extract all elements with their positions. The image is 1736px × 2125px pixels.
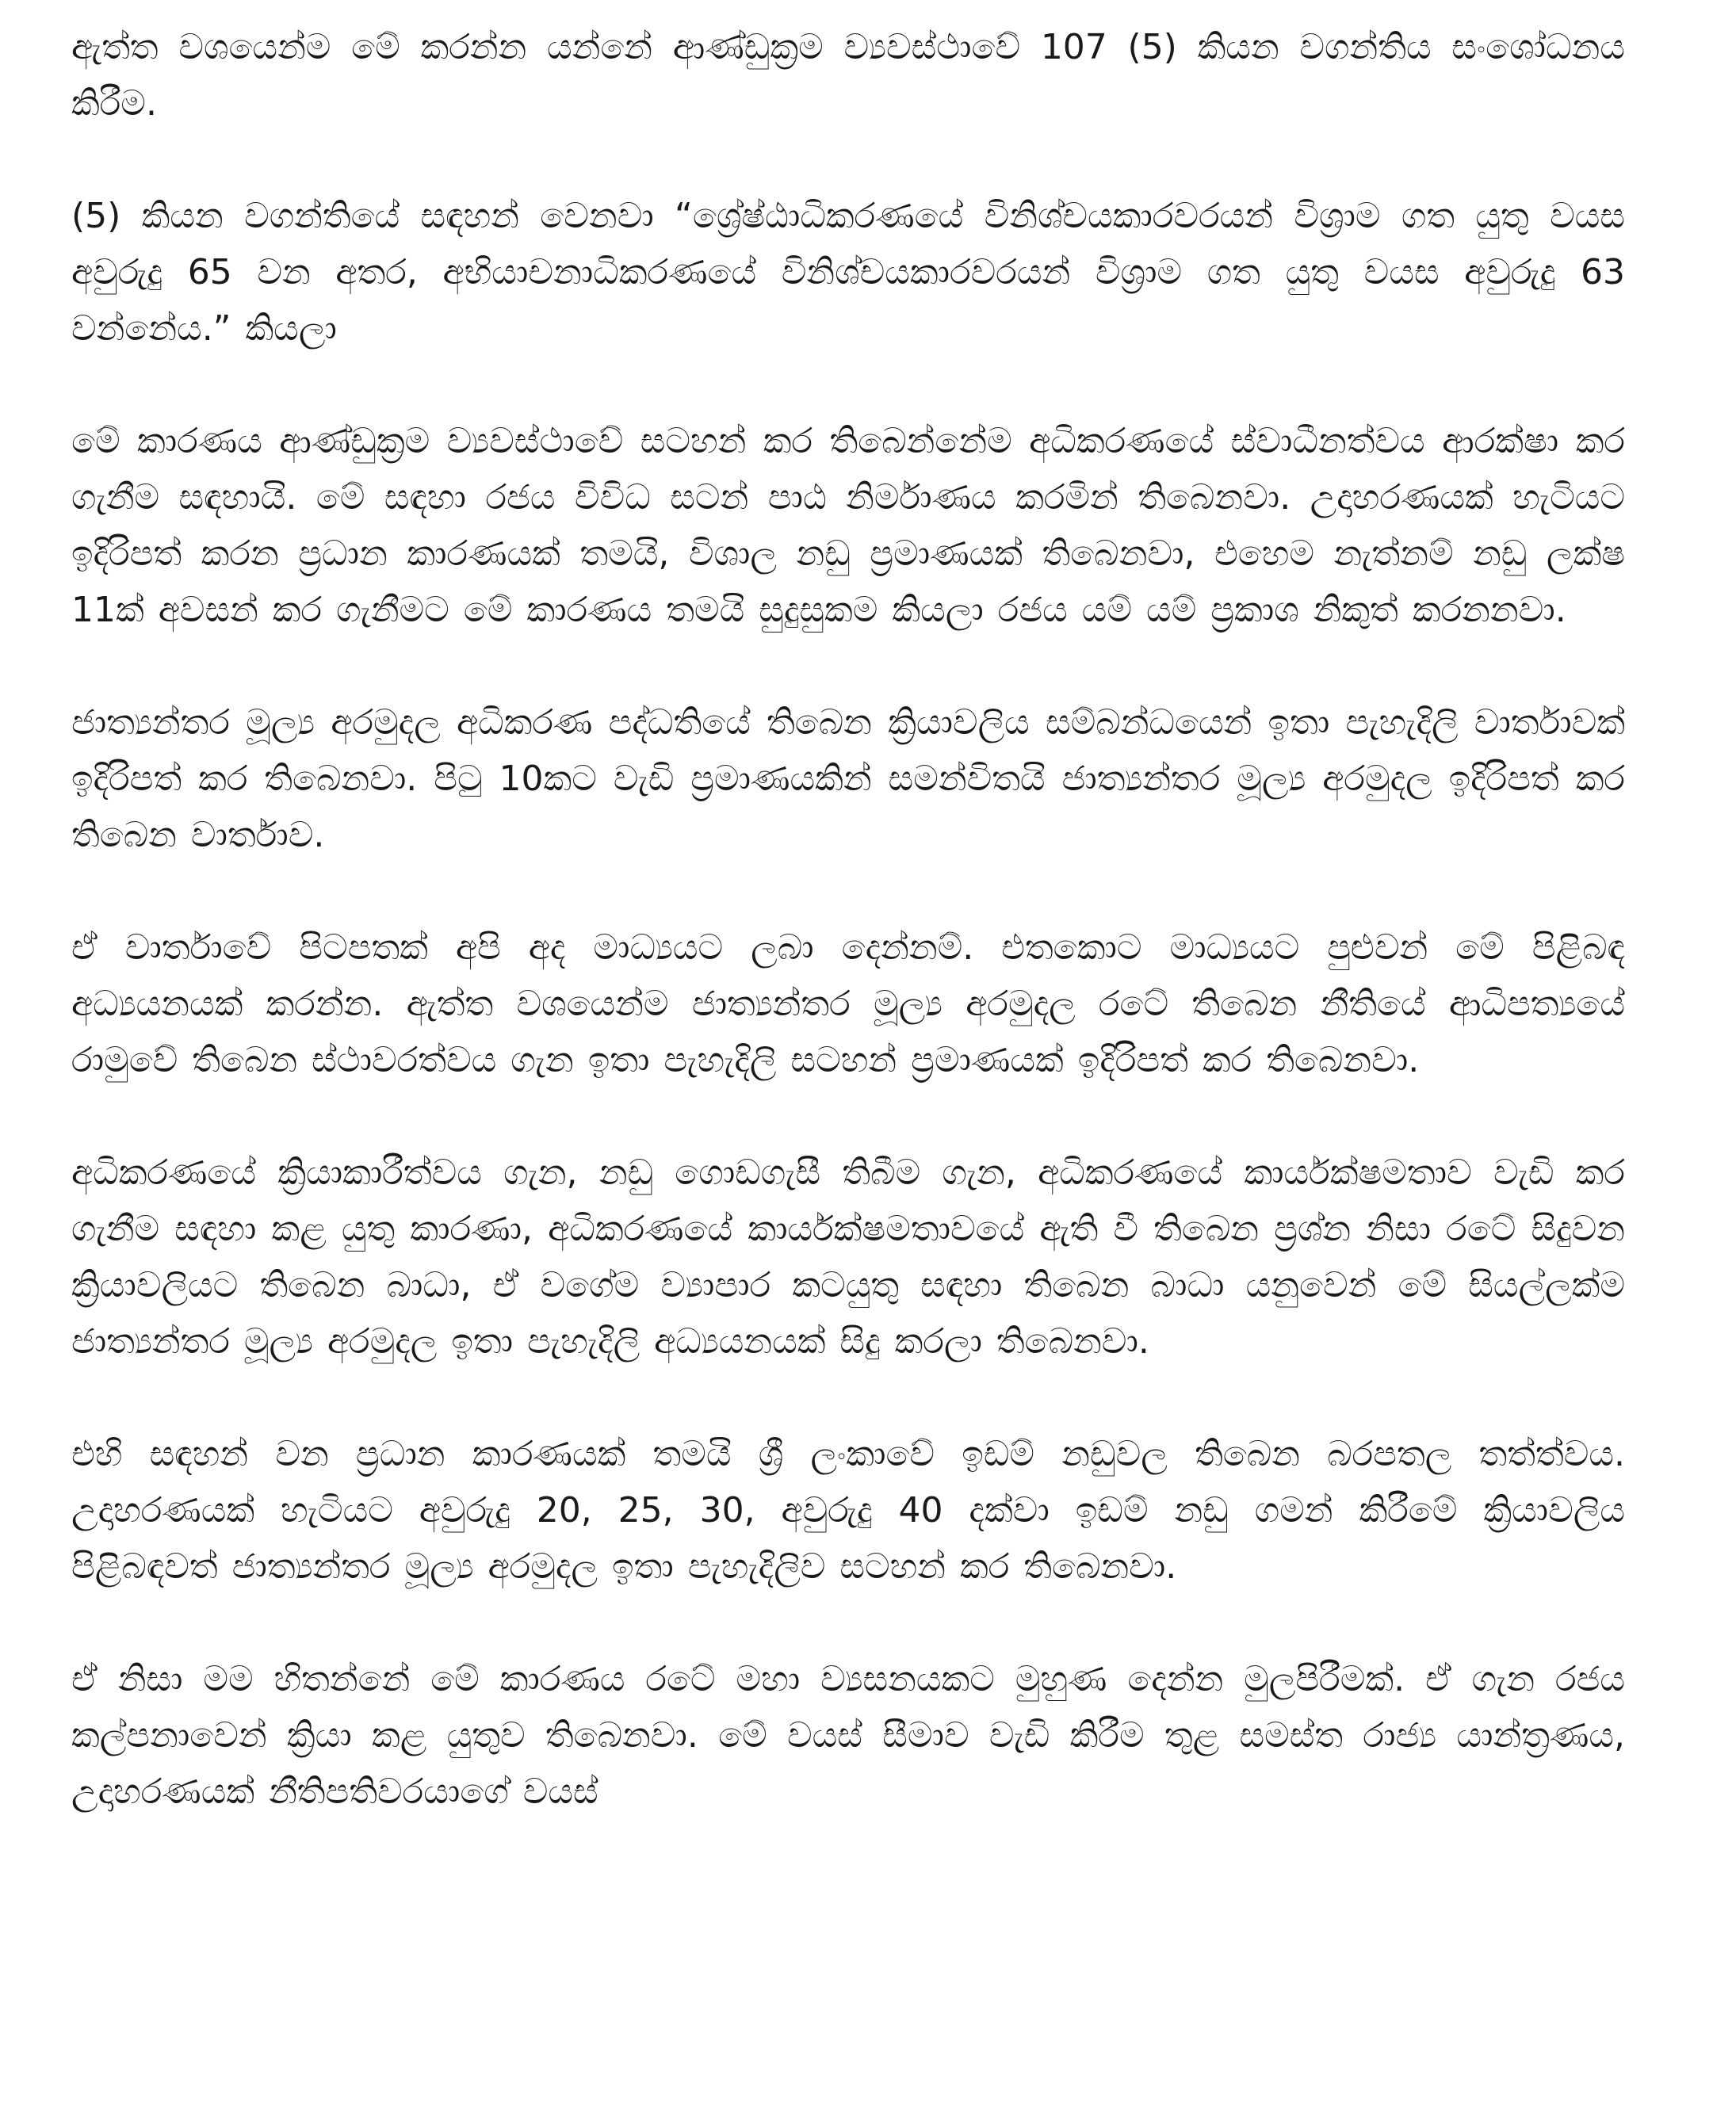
paragraph-5: ඒ වාර්තාවේ පිටපතක් අපි අද මාධ්‍යයට ලබා දෙන්නම්. එතකොට මාධ්‍යයට පුළුවන් මේ පිළිබඳ අධ්‍යයනයක් කරන්න. ඇත්ත වශයෙන්ම ජාත්‍යන්තර මූල්‍ය අරමුදල රටේ තිබෙන නීතියේ ආධිපත්‍යයේ රාමුවේ තිබෙන ස්ථාවරත්වය ගැන ඉතා පැහැදිලි සටහන් ප්‍රමාණයක් ඉදිරිපත් කර තිබෙනවා. xyxy=(71,927,1625,1080)
paragraph-2: (5) කියන වගන්තියේ සඳහන් වෙනවා “ශ්‍රේෂ්ඨාධිකරණයේ විනිශ්චයකාරවරයන් විශ්‍රාම ගත යුතු වයස අවුරුදු 65 වන අතර, අභියාචනාධිකරණයේ විනිශ්චයකාරවරයන් විශ්‍රාම ගත යුතු වයස අවුරුදු 63 වන්නේය.” කියලා xyxy=(71,196,1625,349)
paragraph-6: අධිකරණයේ ක්‍රියාකාරීත්වය ගැන, නඩු ගොඩගැසී තිබීම ගැන, අධිකරණයේ කාර්යක්ෂමතාව වැඩි කර ගැනීම සඳහා කළ යුතු කාරණා, අධිකරණයේ කාර්යක්ෂමතාවයේ ඇති වී තිබෙන ප්‍රශ්න නිසා රටේ සිදුවන ක්‍රියාවලියට තිබෙන බාධා, ඒ වගේම ව්‍යාපාර කටයුතු සඳහා තිබෙන බාධා යනුවෙන් මේ සියල්ලක්ම ජාත්‍යන්තර මූල්‍ය අරමුදල ඉතා පැහැදිලි අධ්‍යයනයක් සිදු කරලා තිබෙනවා. xyxy=(71,1152,1625,1362)
paragraph-8: ඒ නිසා මම හිතන්නේ මේ කාරණය රටේ මහා ව්‍යසනයකට මුහුණ දෙන්න මුලපිරීමක්. ඒ ගැන රජය කල්පනාවෙන් ක්‍රියා කළ යුතුව තිබෙනවා. මේ වයස් සීමාව වැඩි කිරීම තුළ සමස්ත රාජ්‍ය යාන්ත්‍රණය, උදාහරණයක් නීතිපතිවරයාගේ වයස් xyxy=(71,1659,1625,1812)
paragraph-4: ජාත්‍යන්තර මූල්‍ය අරමුදල අධිකරණ පද්ධතියේ තිබෙන ක්‍රියාවලිය සම්බන්ධයෙන් ඉතා පැහැදිලි වාර්තාවක් ඉදිරිපත් කර තිබෙනවා. පිටු 10කට වැඩි ප්‍රමාණයකින් සමන්විතයි ජාත්‍යන්තර මූල්‍ය අරමුදල ඉදිරිපත් කර තිබෙන වාර්තාව. xyxy=(71,702,1625,855)
paragraph-3: මේ කාරණය ආණ්ඩුක්‍රම ව්‍යවස්ථාවේ සටහන් කර තිබෙන්නේම අධිකරණයේ ස්වාධීනත්වය ආරක්ෂා කර ගැනීම සඳහායි. මේ සඳහා රජය විවිධ සටන් පාඨ නිර්මාණය කරමින් තිබෙනවා. උදාහරණයක් හැටියට ඉදිරිපත් කරන ප්‍රධාන කාරණයක් තමයි, විශාල නඩු ප්‍රමාණයක් තිබෙනවා, එහෙම නැත්නම් නඩු ලක්ෂ 11ක් අවසන් කර ගැනීමට මේ කාරණය තමයි සුදුසුකම කියලා රජය යම් යම් ප්‍රකාශ නිකුත් කරනනවා. xyxy=(71,421,1625,630)
paragraph-1: ඇත්ත වශයෙන්ම මේ කරන්න යන්නේ ආණ්ඩුක්‍රම ව්‍යවස්ථාවේ 107 (5) කියන වගන්තිය සංශෝධනය කිරීම. xyxy=(71,27,1625,124)
document-body xyxy=(71,19,1625,1820)
paragraph-7: එහි සඳහන් වන ප්‍රධාන කාරණයක් තමයි ශ්‍රී ලංකාවේ ඉඩම් නඩුවල තිබෙන බරපතල තත්ත්වය. උදාහරණයක් හැටියට අවුරුදු 20, 25, 30, අවුරුදු 40 දක්වා ඉඩම් නඩු ගමන් කිරීමේ ක්‍රියාවලිය පිළිබඳවත් ජාත්‍යන්තර මූල්‍ය අරමුදල ඉතා පැහැදිලිව සටහන් කර තිබෙනවා. xyxy=(71,1434,1625,1587)
